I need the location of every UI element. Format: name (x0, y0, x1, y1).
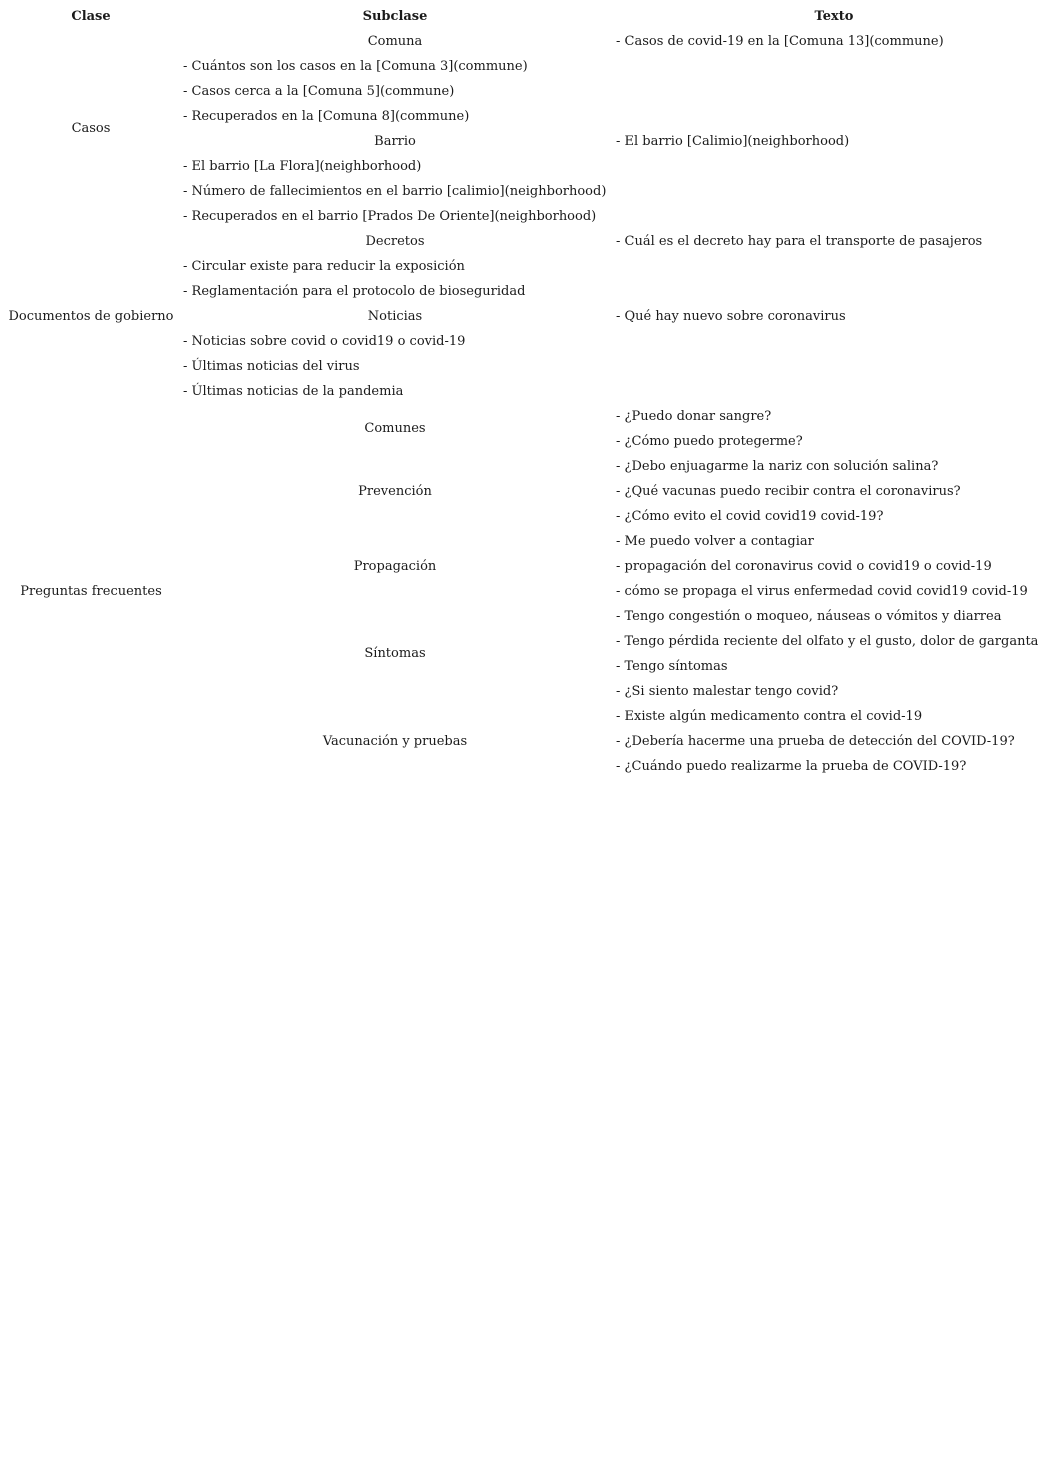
subclass-example: - Últimas noticias del virus (183, 359, 360, 374)
subclass-noticias: Noticias (367, 309, 423, 324)
subclass-example: - Últimas noticias de la pandemia (183, 384, 404, 399)
text-item: - ¿Cómo puedo protegerme? (616, 434, 803, 449)
subclass-example: - Reglamentación para el protocolo de bioseguridad (183, 284, 526, 299)
class-casos: Casos (71, 121, 111, 136)
subclass-barrio: Barrio (374, 134, 416, 149)
text-item: - Casos de covid-19 en la [Comuna 13](commune) (616, 34, 944, 49)
header-clase: Clase (71, 9, 111, 24)
text-item: - ¿Qué vacunas puedo recibir contra el coronavirus? (616, 484, 961, 499)
header-texto: Texto (814, 9, 854, 24)
text-item: - ¿Si siento malestar tengo covid? (616, 684, 839, 699)
text-item: - Cuál es el decreto hay para el transporte de pasajeros (616, 234, 983, 249)
text-item: - ¿Cómo evito el covid covid19 covid-19? (616, 509, 884, 524)
text-item: - ¿Puedo donar sangre? (616, 409, 772, 424)
class-preguntas-frecuentes: Preguntas frecuentes (20, 584, 162, 599)
text-item: - Existe algún medicamento contra el covid-19 (616, 709, 923, 724)
subclass-comuna: Comuna (367, 34, 423, 49)
text-item: - Me puedo volver a contagiar (616, 534, 814, 549)
text-item: - Qué hay nuevo sobre coronavirus (616, 309, 846, 324)
subclass-example: - Recuperados en la [Comuna 8](commune) (183, 109, 470, 124)
text-item: - Tengo síntomas (616, 659, 728, 674)
text-item: - ¿Debería hacerme una prueba de detección del COVID-19? (616, 734, 1015, 749)
text-item: - Tengo congestión o moqueo, náuseas o vómitos y diarrea (616, 609, 1002, 624)
subclass-example: - Casos cerca a la [Comuna 5](commune) (183, 84, 455, 99)
text-item: - El barrio [Calimio](neighborhood) (616, 134, 850, 149)
subclass-example: - Noticias sobre covid o covid19 o covid-19 (183, 334, 466, 349)
text-item: - propagación del coronavirus covid o covid19 o covid-19 (616, 559, 992, 574)
subclass-vacunacion-y-pruebas: Vacunación y pruebas (322, 734, 468, 749)
subclass-example: - Circular existe para reducir la exposición (183, 259, 465, 274)
subclass-propagacion: Propagación (353, 559, 437, 574)
subclass-example: - Recuperados en el barrio [Prados De Oriente](neighborhood) (183, 209, 597, 224)
text-item: - Tengo pérdida reciente del olfato y el gusto, dolor de garganta (616, 634, 1039, 649)
subclass-comunes: Comunes (364, 421, 426, 436)
subclass-sintomas: Síntomas (364, 646, 426, 661)
header-subclase: Subclase (362, 9, 428, 24)
subclass-example: - El barrio [La Flora](neighborhood) (183, 159, 422, 174)
subclass-example: - Número de fallecimientos en el barrio [calimio](neighborhood) (183, 184, 607, 199)
text-item: - ¿Debo enjuagarme la nariz con solución salina? (616, 459, 939, 474)
subclass-example: - Cuántos son los casos en la [Comuna 3](commune) (183, 59, 528, 74)
text-item: - ¿Cuándo puedo realizarme la prueba de COVID-19? (616, 759, 967, 774)
text-item: - cómo se propaga el virus enfermedad covid covid19 covid-19 (616, 584, 1028, 599)
class-documentos-de-gobierno: Documentos de gobierno (8, 309, 174, 324)
subclass-prevencion: Prevención (358, 484, 432, 499)
subclass-decretos: Decretos (365, 234, 425, 249)
